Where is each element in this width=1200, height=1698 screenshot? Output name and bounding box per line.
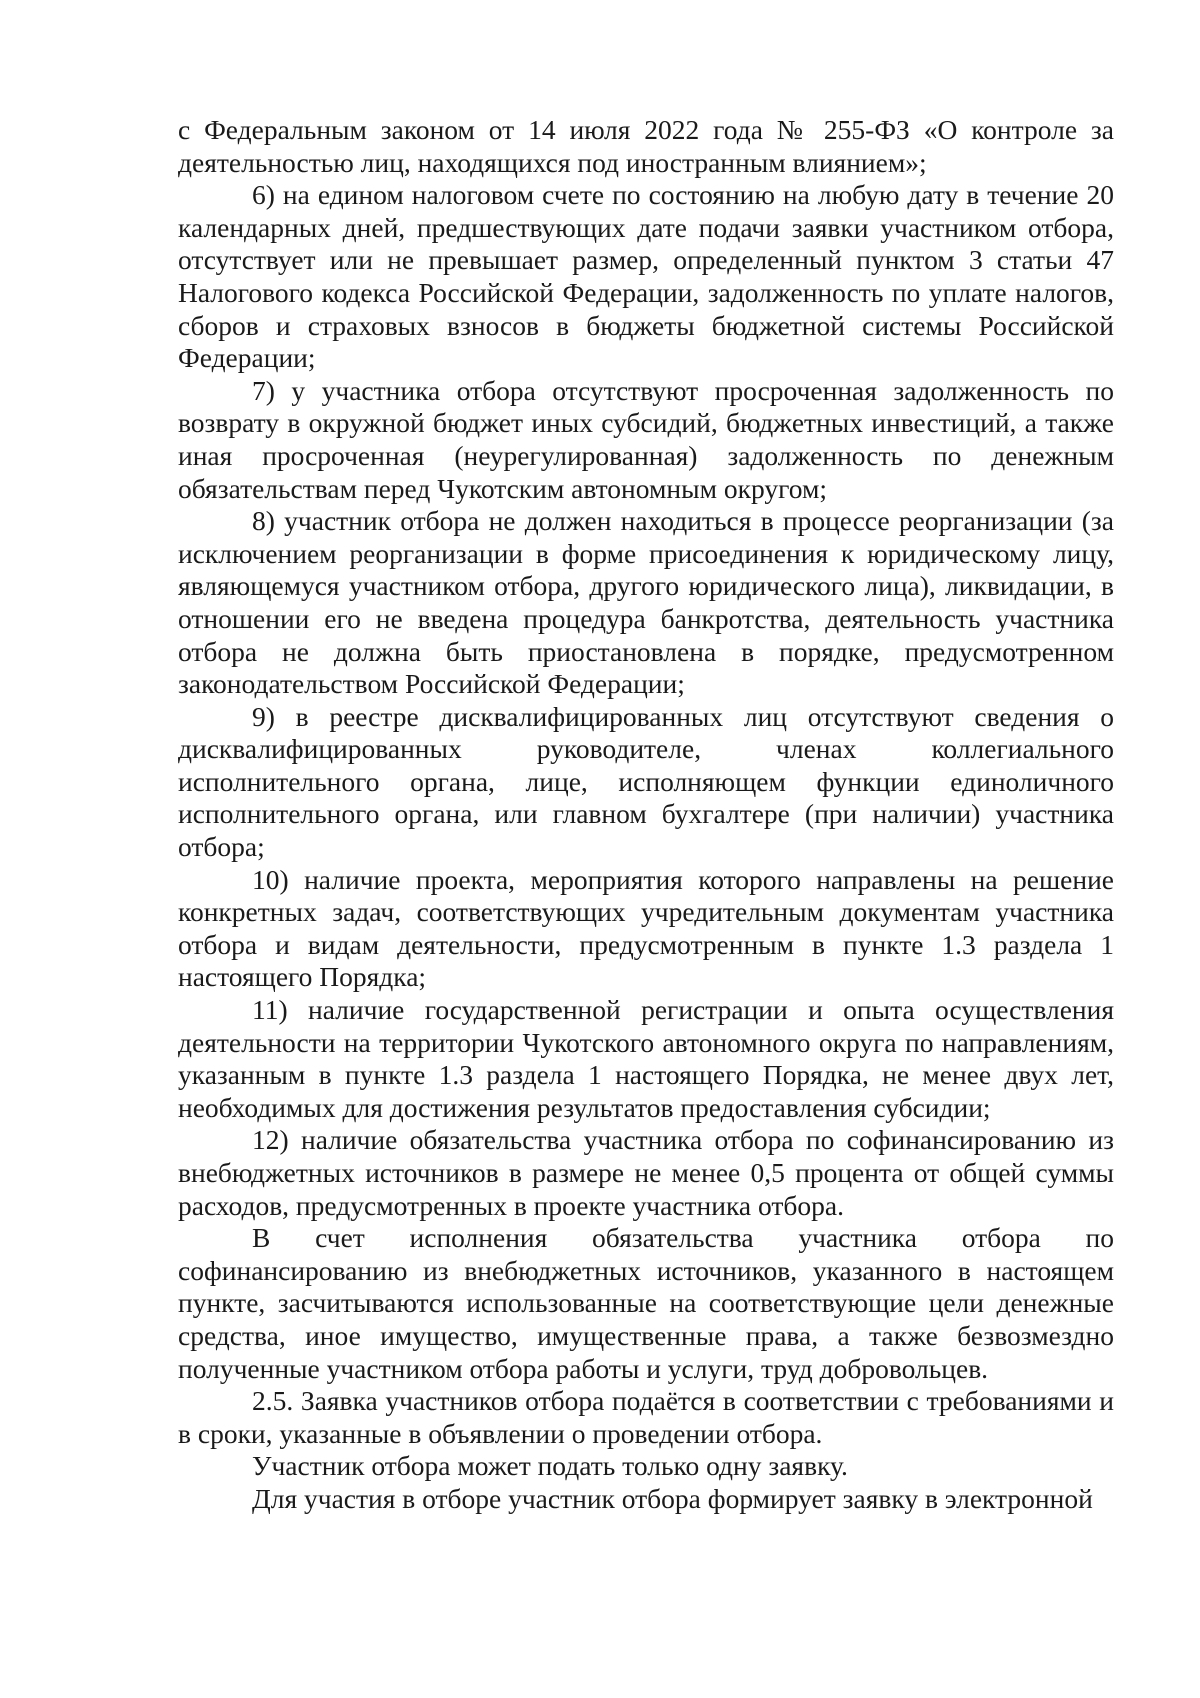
- paragraph-item-11: 11) наличие государственной регистрации и опыта осуществления деятельности на территории Чукотского автономного округа по направлениям, указанным в пункте 1.3 раздела 1 настоящего Порядка, не менее двух лет, необходимых для достижения результатов предоставления субсидии;: [178, 994, 1114, 1123]
- paragraph-electronic-form: Для участия в отборе участник отбора формирует заявку в электронной: [252, 1482, 1093, 1514]
- paragraph-item-12: 12) наличие обязательства участника отбора по софинансированию из внебюджетных источников в размере не менее 0,5 процента от общей суммы расходов, предусмотренных в проекте участника отбора.: [178, 1124, 1114, 1221]
- paragraph-one-application: Участник отбора может подать только одну заявку.: [252, 1450, 848, 1482]
- paragraph-item-10: 10) наличие проекта, мероприятия которого направлены на решение конкретных задач, соответствующих учредительным документам участника отбора и видам деятельности, предусмотренным в пункте 1.3 раздела 1 настоящего Порядка;: [178, 863, 1114, 993]
- paragraph-item-7: 7) у участника отбора отсутствуют просроченная задолженность по возврату в окружной бюджет иных субсидий, бюджетных инвестиций, а также иная просроченная (неурегулированная) задолженность по денежным обязательствам перед Чукотским автономным округом;: [178, 374, 1114, 504]
- paragraph-item-6: 6) на едином налоговом счете по состоянию на любую дату в течение 20 календарных дней, предшествующих дате подачи заявки участником отбора, отсутствует или не превышает размер, определенный пунктом 3 статьи 47 Налогового кодекса Российской Федерации, задолженность по уплате налогов, сборов и страховых взносов в бюджеты бюджетной системы Российской Федерации;: [178, 179, 1114, 374]
- document-page: [178, 114, 1114, 1516]
- paragraph-2-5: 2.5. Заявка участников отбора подаётся в соответствии с требованиями и в сроки, указанные в объявлении о проведении отбора.: [178, 1385, 1114, 1449]
- paragraph-item-9: 9) в реестре дисквалифицированных лиц отсутствуют сведения о дисквалифицированных руководителе, членах коллегиального исполнительного органа, лице, исполняющем функции единоличного исполнительного органа, или главном бухгалтере (при наличии) участника отбора;: [178, 700, 1114, 863]
- paragraph-cofinancing: В счет исполнения обязательства участника отбора по софинансированию из внебюджетных источников, указанного в настоящем пункте, засчитываются использованные на соответствующие цели денежные средства, иное имущество, имущественные права, а также безвозмездно полученные участником отбора работы и услуги, труд добровольцев.: [178, 1222, 1114, 1384]
- paragraph-item-8: 8) участник отбора не должен находиться в процессе реорганизации (за исключением реорганизации в форме присоединения к юридическому лицу, являющемуся участником отбора, другого юридического лица), ликвидации, в отношении его не введена процедура банкротства, деятельность участника отбора не должна быть приостановлена в порядке, предусмотренном законодательством Российской Федерации;: [178, 505, 1114, 700]
- paragraph-continuation: с Федеральным законом от 14 июля 2022 года № 255-ФЗ «О контроле за деятельностью лиц, находящихся под иностранным влиянием»;: [178, 114, 1114, 178]
